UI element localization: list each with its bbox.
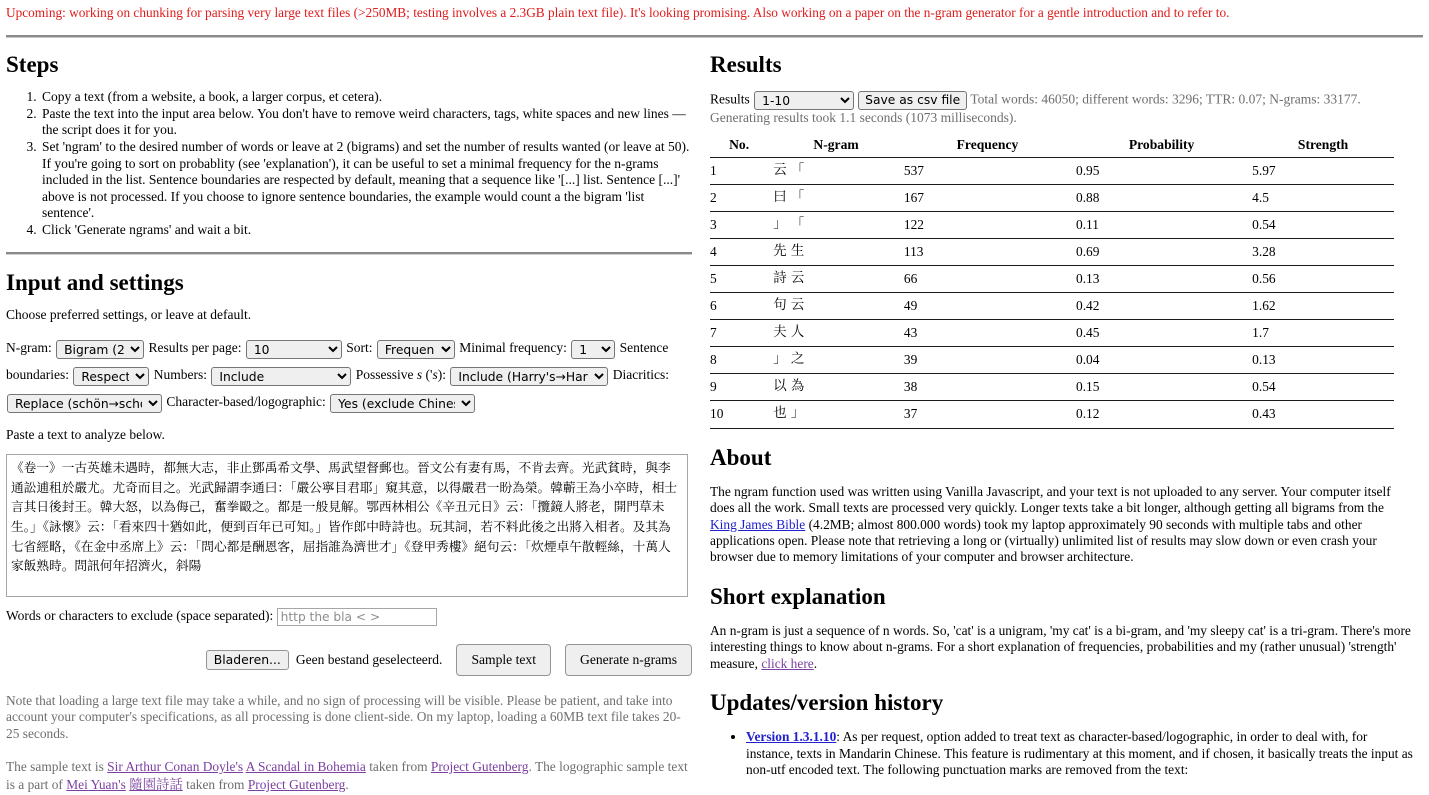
exclude-input[interactable] bbox=[277, 608, 437, 626]
sample-note-part4: taken from bbox=[182, 776, 248, 792]
sample-text-note bbox=[6, 758, 692, 795]
cell-probability: 0.45 bbox=[1071, 320, 1247, 347]
settings-controls bbox=[6, 334, 692, 415]
results-stats-line2: Generating results took 1.1 seconds (1073 milliseconds). bbox=[710, 109, 1017, 125]
cell-ngram: 先 生 bbox=[768, 239, 899, 266]
king-james-bible-link[interactable]: King James Bible bbox=[710, 516, 806, 532]
input-settings-heading: Input and settings bbox=[6, 269, 184, 295]
cell-ngram: 詩 云 bbox=[768, 266, 899, 293]
cell-strength: 0.56 bbox=[1247, 266, 1394, 293]
text-input-area[interactable] bbox=[6, 454, 688, 597]
results-table bbox=[710, 136, 1394, 429]
steps-heading: Steps bbox=[6, 51, 59, 77]
table-row bbox=[710, 320, 1394, 347]
cell-ngram: 也 」 bbox=[768, 401, 899, 428]
upcoming-banner: Upcoming: working on chunking for parsing very large text files (>250MB; testing involves a 2.3GB plain text file). It's looking promising. Also working on a paper on the n-gram generator for a gentle introduction and to refer to. bbox=[6, 5, 1230, 20]
sample-text-button[interactable]: Sample text bbox=[456, 644, 551, 676]
list-item: 2. Paste the text into the input area below. You don't have to remove weird characters, tags, white spaces and new lines — the script does it for you. bbox=[40, 106, 692, 139]
list-item: 1. Copy a text (from a website, a book, a larger corpus, et cetera). bbox=[40, 89, 692, 105]
cell-ngram: 云 「 bbox=[768, 157, 899, 184]
cell-strength: 0.54 bbox=[1247, 374, 1394, 401]
cell-frequency: 43 bbox=[899, 320, 1071, 347]
table-row bbox=[710, 239, 1394, 266]
paste-label: Paste a text to analyze below. bbox=[6, 427, 165, 443]
cell-strength: 3.28 bbox=[1247, 239, 1394, 266]
table-header-row bbox=[710, 136, 1394, 158]
table-row bbox=[710, 293, 1394, 320]
logographic-select[interactable] bbox=[330, 394, 475, 413]
file-upload-control[interactable] bbox=[206, 650, 443, 670]
cell-frequency: 38 bbox=[899, 374, 1071, 401]
cell-probability: 0.11 bbox=[1071, 211, 1247, 238]
sample-note-part3: . The logographic sample text is a part of bbox=[6, 758, 688, 792]
cell-probability: 0.69 bbox=[1071, 239, 1247, 266]
cell-strength: 1.7 bbox=[1247, 320, 1394, 347]
file-status-label: Geen bestand geselecteerd. bbox=[295, 651, 443, 667]
cell-probability: 0.13 bbox=[1071, 266, 1247, 293]
sample-note-part1: The sample text is bbox=[6, 758, 108, 774]
click-here-link[interactable]: click here bbox=[761, 655, 814, 671]
cell-strength: 5.97 bbox=[1247, 157, 1394, 184]
cell-probability: 0.12 bbox=[1071, 401, 1247, 428]
cell-ngram: 以 為 bbox=[768, 374, 899, 401]
table-row bbox=[710, 401, 1394, 428]
cell-probability: 0.15 bbox=[1071, 374, 1247, 401]
gutenberg-link-1[interactable]: Project Gutenberg bbox=[430, 758, 529, 774]
diacritics-select[interactable] bbox=[7, 394, 162, 413]
cell-frequency: 66 bbox=[899, 266, 1071, 293]
cell-probability: 0.95 bbox=[1071, 157, 1247, 184]
ngram-select[interactable] bbox=[56, 340, 144, 359]
scandal-link[interactable]: A Scandal in Bohemia bbox=[245, 758, 366, 774]
steps-list bbox=[6, 89, 692, 239]
cell-no: 3 bbox=[710, 211, 768, 238]
sentence-boundaries-select[interactable] bbox=[73, 367, 149, 386]
table-row bbox=[710, 184, 1394, 211]
column-header-strength: Strength bbox=[1247, 136, 1394, 158]
label-logographic: Character-based/logographic: bbox=[166, 394, 326, 410]
cell-frequency: 537 bbox=[899, 157, 1071, 184]
version-history-list bbox=[710, 729, 1414, 778]
cell-probability: 0.42 bbox=[1071, 293, 1247, 320]
settings-intro: Choose preferred settings, or leave at default. bbox=[6, 306, 252, 322]
table-row bbox=[710, 347, 1394, 374]
cell-strength: 1.62 bbox=[1247, 293, 1394, 320]
right-column bbox=[700, 52, 1414, 779]
table-row bbox=[710, 157, 1394, 184]
cell-frequency: 113 bbox=[899, 239, 1071, 266]
list-item bbox=[746, 729, 1414, 778]
generate-ngrams-button[interactable]: Generate n-grams bbox=[565, 644, 692, 676]
sample-note-part5: . bbox=[345, 776, 349, 792]
explanation-part1: An n-gram is just a sequence of n words. So, 'cat' is a unigram, 'my cat' is a bi-gram, and 'my sleepy cat' is a tri-gram. There's more interesting things to know about n-grams. For a short explanation of frequencies, probabilities and my (rather unusual) 'strength' measure, bbox=[710, 622, 1411, 671]
short-explanation-paragraph bbox=[710, 623, 1414, 672]
column-header-ngram: N-gram bbox=[768, 136, 899, 158]
label-numbers: Numbers: bbox=[153, 367, 207, 383]
numbers-select[interactable] bbox=[211, 367, 351, 386]
section-divider bbox=[6, 252, 692, 255]
minimal-frequency-select[interactable] bbox=[571, 340, 615, 359]
cell-no: 4 bbox=[710, 239, 768, 266]
cell-strength: 0.13 bbox=[1247, 347, 1394, 374]
left-column bbox=[6, 52, 700, 795]
results-per-page-select[interactable] bbox=[246, 340, 342, 359]
mei-yuan-link[interactable]: Mei Yuan's bbox=[66, 776, 126, 792]
possessive-select[interactable] bbox=[450, 367, 608, 386]
about-part2: (4.2MB; almost 800.000 words) took my laptop approximately 90 seconds with multiple tabs and other applications open. Please note that retrieving a long or (virtually) unlimited list of results may slow down or even crash your browser due to memory limitations of your computer and browser architecture. bbox=[710, 516, 1377, 565]
label-sort: Sort: bbox=[346, 340, 373, 356]
table-row bbox=[710, 374, 1394, 401]
suiyuan-shihua-link[interactable]: 隨園詩話 bbox=[129, 777, 183, 793]
results-range-label: Results bbox=[710, 91, 750, 107]
version-description: : As per request, option added to treat text as character-based/logographic, in order to deal with, for instance, texts in Mandarin Chinese. This feature is rudimentary at this moment, and if chosen, it basically treats the input as non-utf encoded text. The following punctuation marks are removed from the text: bbox=[746, 729, 1413, 777]
exclude-row bbox=[6, 608, 692, 626]
about-paragraph bbox=[710, 484, 1414, 566]
cell-ngram: 句 云 bbox=[768, 293, 899, 320]
list-item: 3. Set 'ngram' to the desired number of words or leave at 2 (bigrams) and set the number of results wanted (or leave at 50). If you're going to sort on probablity (see 'explanation'), it can be useful to set a minimal frequency for the n-grams included in the list. Sentence boundaries are respected by default, meaning that a sequence like '[...] list. Sentence [...]' above is not processed. If you choose to ignore sentence boundaries, the example would count a the bigram 'list sentence'. bbox=[40, 139, 692, 221]
cell-no: 6 bbox=[710, 293, 768, 320]
exclude-label: Words or characters to exclude (space separated): bbox=[6, 607, 274, 623]
label-diacritics: Diacritics: bbox=[612, 367, 669, 383]
about-heading: About bbox=[710, 444, 772, 470]
about-part1: The ngram function used was written using Vanilla Javascript, and your text is not uploaded to any server. Your computer itself does all the work. Small texts are processed very quickly. Longer texts take a bit longer, although getting all bigrams from the bbox=[710, 483, 1391, 516]
label-ngram: N-gram: bbox=[6, 340, 52, 356]
results-range-select[interactable] bbox=[754, 91, 854, 110]
cell-no: 5 bbox=[710, 266, 768, 293]
two-column-layout bbox=[6, 52, 1423, 795]
label-possessive: Possessive s ('s): bbox=[355, 367, 446, 383]
results-heading: Results bbox=[710, 51, 782, 77]
cell-no: 1 bbox=[710, 157, 768, 184]
column-header-frequency: Frequency bbox=[899, 136, 1071, 158]
cell-frequency: 49 bbox=[899, 293, 1071, 320]
cell-probability: 0.88 bbox=[1071, 184, 1247, 211]
table-row bbox=[710, 266, 1394, 293]
banner-divider bbox=[6, 35, 1423, 38]
cell-ngram: 」 之 bbox=[768, 347, 899, 374]
sort-select[interactable] bbox=[377, 340, 455, 359]
loading-note: Note that loading a large text file may take a while, and no sign of processing will be visible. Please be patient, and take into account your computer's specifications, as all processing is done client-side. On my laptop, loading a 60MB text file takes 20-25 seconds. bbox=[6, 692, 681, 741]
cell-frequency: 39 bbox=[899, 347, 1071, 374]
cell-frequency: 167 bbox=[899, 184, 1071, 211]
cell-no: 9 bbox=[710, 374, 768, 401]
cell-strength: 0.43 bbox=[1247, 401, 1394, 428]
explanation-part2: . bbox=[813, 655, 818, 671]
cell-no: 8 bbox=[710, 347, 768, 374]
version-link[interactable]: Version 1.3.1.10 bbox=[746, 729, 837, 745]
cell-ngram: 夫 人 bbox=[768, 320, 899, 347]
cell-ngram: 曰 「 bbox=[768, 184, 899, 211]
label-sentence-boundaries: Sentence boundaries: bbox=[6, 340, 669, 383]
results-toolbar bbox=[710, 91, 1414, 127]
table-row bbox=[710, 211, 1394, 238]
label-results-per-page: Results per page: bbox=[148, 340, 242, 356]
column-header-no: No. bbox=[710, 136, 768, 158]
cell-ngram: 」 「 bbox=[768, 211, 899, 238]
results-stats-line1: Total words: 46050; different words: 3296; TTR: 0.07; N-grams: 33177. bbox=[970, 91, 1361, 107]
updates-heading: Updates/version history bbox=[710, 689, 944, 715]
short-explanation-heading: Short explanation bbox=[710, 583, 886, 609]
cell-strength: 0.54 bbox=[1247, 211, 1394, 238]
action-button-row bbox=[6, 644, 692, 676]
gutenberg-link-2[interactable]: Project Gutenberg bbox=[247, 776, 346, 792]
cell-strength: 4.5 bbox=[1247, 184, 1394, 211]
cell-no: 2 bbox=[710, 184, 768, 211]
column-header-probability: Probability bbox=[1071, 136, 1247, 158]
label-minimal-frequency: Minimal frequency: bbox=[459, 340, 567, 356]
cell-probability: 0.04 bbox=[1071, 347, 1247, 374]
sample-note-part2: taken from bbox=[365, 758, 431, 774]
cell-no: 7 bbox=[710, 320, 768, 347]
list-item: 4. Click 'Generate ngrams' and wait a bit. bbox=[40, 222, 692, 238]
cell-no: 10 bbox=[710, 401, 768, 428]
cell-frequency: 122 bbox=[899, 211, 1071, 238]
doyle-link[interactable]: Sir Arthur Conan Doyle's bbox=[107, 758, 244, 774]
browse-button[interactable]: Bladeren... bbox=[206, 650, 289, 670]
save-csv-button[interactable]: Save as csv file bbox=[858, 91, 967, 110]
cell-frequency: 37 bbox=[899, 401, 1071, 428]
